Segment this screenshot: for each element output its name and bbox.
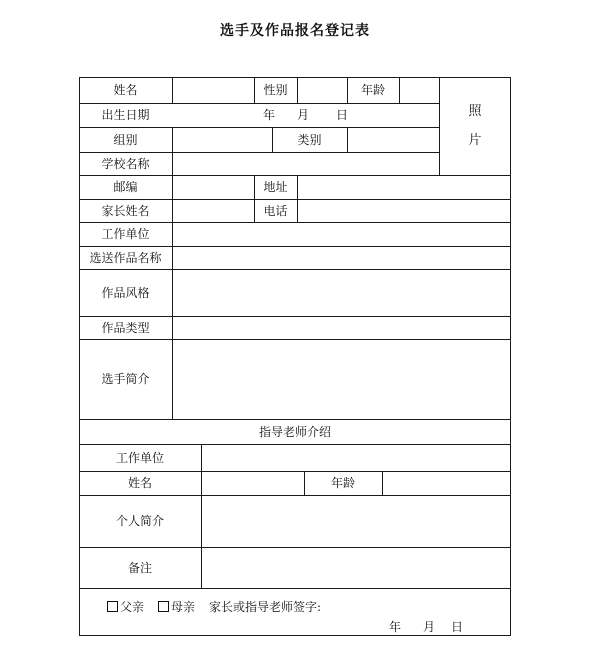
category-label: 类别 — [297, 132, 322, 147]
address-label: 地址 — [263, 180, 288, 194]
col-line — [172, 77, 173, 103]
form-title: 选手及作品报名登记表 — [220, 23, 370, 39]
mother-label: 母亲 — [171, 600, 196, 614]
photo-label-1: 照 — [468, 104, 482, 119]
birthdate-label: 出生日期 — [101, 108, 150, 122]
birthdate-month: 月 — [296, 108, 309, 122]
teacher-age-label: 年龄 — [330, 476, 355, 490]
row-line — [79, 588, 511, 589]
birthdate-day: 日 — [335, 108, 348, 122]
father-checkbox[interactable] — [107, 601, 118, 612]
col-line — [201, 444, 202, 588]
signature-label: 家长或指导老师签字: — [209, 600, 322, 614]
age-label: 年龄 — [360, 83, 385, 97]
phone-label: 电话 — [263, 203, 288, 218]
work-style-label: 作品风格 — [101, 285, 150, 300]
col-line — [347, 127, 348, 152]
signature-line — [107, 598, 321, 615]
father-label: 父亲 — [120, 600, 145, 614]
mother-checkbox[interactable] — [158, 601, 169, 612]
teacher-section-title: 指导老师介绍 — [258, 424, 331, 439]
col-line — [172, 127, 173, 419]
school-label: 学校名称 — [101, 156, 150, 171]
work-title-label: 选送作品名称 — [89, 250, 162, 265]
col-line — [382, 471, 383, 495]
teacher-work-unit-label: 工作单位 — [115, 450, 164, 465]
signature-month: 月 — [423, 620, 436, 634]
player-intro-label: 选手简介 — [101, 372, 150, 386]
remarks-label: 备注 — [127, 560, 152, 575]
name-label: 姓名 — [113, 83, 138, 97]
work-unit-label: 工作单位 — [101, 227, 150, 241]
teacher-name-label: 姓名 — [127, 476, 152, 490]
photo-box — [439, 77, 511, 175]
photo-label-2: 片 — [468, 133, 482, 148]
signature-year: 年 — [389, 620, 402, 634]
postcode-label: 邮编 — [113, 180, 138, 194]
teacher-intro-label: 个人简介 — [115, 514, 164, 528]
signature-day: 日 — [451, 620, 464, 634]
work-type-label: 作品类型 — [101, 320, 150, 335]
birthdate-year: 年 — [262, 108, 275, 122]
registration-form — [79, 77, 511, 636]
parent-name-label: 家长姓名 — [101, 203, 150, 218]
col-line — [297, 77, 298, 103]
group-label: 组别 — [113, 132, 138, 147]
col-line — [297, 175, 298, 222]
gender-label: 性别 — [263, 83, 288, 97]
border-bottom — [79, 635, 511, 636]
col-line — [399, 77, 400, 103]
